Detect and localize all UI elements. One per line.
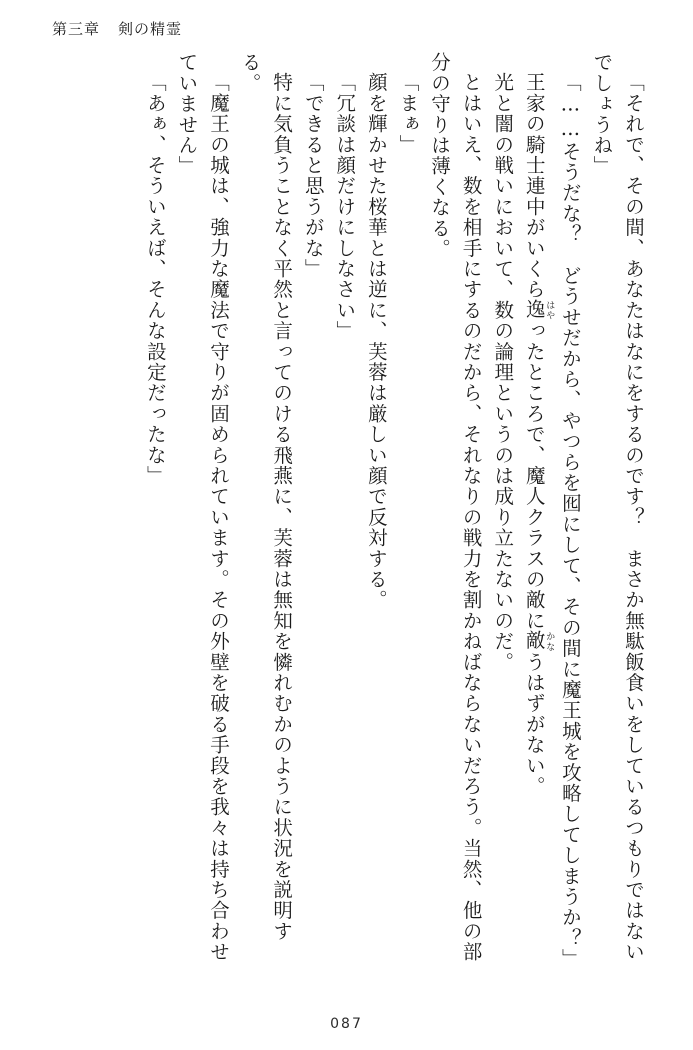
ruby-kanau: 敵かな (522, 630, 555, 652)
paragraph: 「まぁ」 (396, 71, 420, 155)
chapter-title: 剣の精霊 (118, 20, 183, 38)
paragraph: 「……そうだな？ どうせだから、やつらを囮にして、その間に魔王城を攻略してしまうか？」 (558, 71, 582, 969)
paragraph: 顔を輝かせた桜華とは逆に、芙蓉は厳しい顔で反対する。 (364, 71, 388, 610)
paragraph: 特に気負うことなく平然と言ってのける飛燕に、芙蓉は無知を憐れむかのように状況を説明する。 (238, 52, 294, 941)
paragraph: 「魔王の城は、強力な魔法で守りが固められています。その外壁を破る手段を我々は持ち合わせていません」 (175, 52, 230, 962)
ruby-hayatta: 逸はや (522, 299, 555, 320)
body-text-area (44, 52, 649, 982)
paragraph: 光と闇の戦いにおいて、数の論理というのは成り立たないのだ。 (491, 71, 515, 672)
paragraph: 「あぁ、そういえば、そんな設定だったな」 (143, 71, 167, 486)
running-head (52, 18, 182, 39)
paragraph-with-ruby: 王家の騎士連中がいくら逸はやったところで、魔人クラスの敵に敵かなうはずがない。 (522, 71, 555, 797)
paragraph: 「冗談は顔だけにしなさい」 (333, 71, 357, 341)
paragraph: とはいえ、数を相手にするのだから、それなりの戦力を割かねばならないだろう。当然、他の部分の守りは薄くなる。 (428, 52, 483, 962)
paragraph: 「それで、その間、あなたはなにをするのです？ まさか無駄飯食いをしているつもりではないでしょうね」 (590, 52, 645, 962)
chapter-number: 第三章 (52, 20, 101, 38)
page-number: 087 (330, 1016, 363, 1032)
paragraph: 「できると思うがな」 (301, 71, 325, 279)
vertical-text-block (44, 52, 649, 972)
